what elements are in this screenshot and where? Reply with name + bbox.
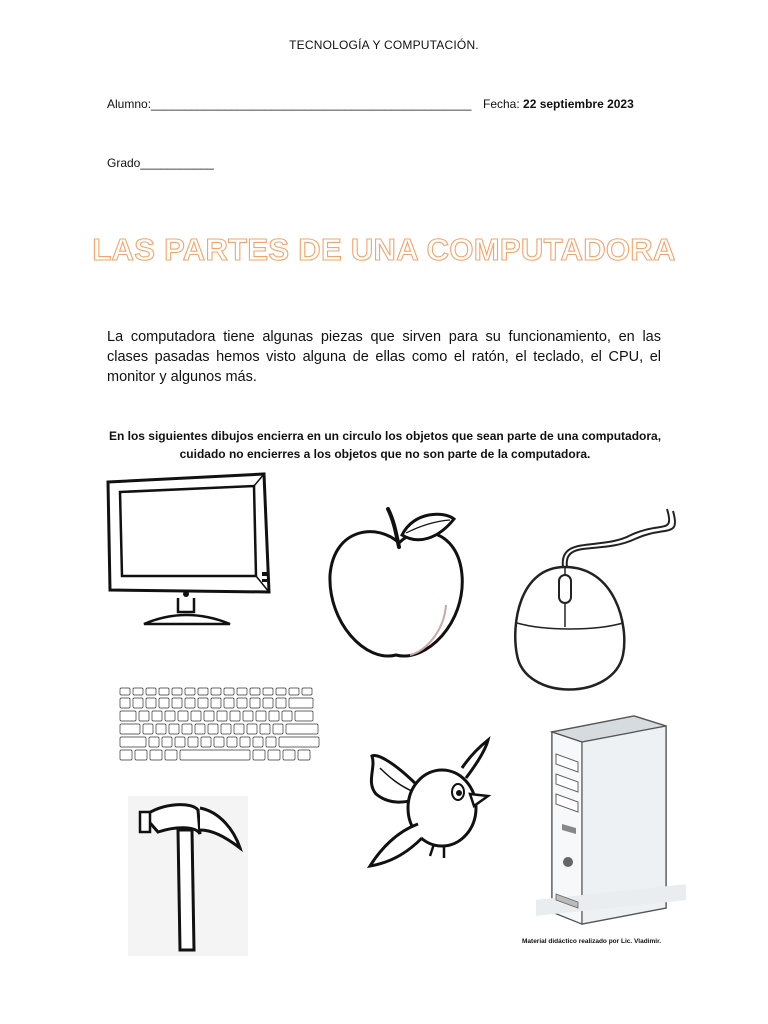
keyboard-key [185, 698, 195, 708]
keyboard-key [279, 737, 319, 747]
keyboard-key [188, 737, 198, 747]
keyboard-icon[interactable] [116, 686, 336, 776]
keyboard-key [201, 737, 211, 747]
grade-blank[interactable]: ___________ [140, 156, 214, 170]
keyboard-key [289, 698, 313, 708]
monitor-icon[interactable] [104, 472, 274, 632]
keyboard-key [120, 724, 140, 734]
keyboard-key [162, 737, 172, 747]
keyboard-key [250, 698, 260, 708]
keyboard-key [227, 737, 237, 747]
date-value: 22 septiembre 2023 [523, 97, 634, 111]
keyboard-key [286, 724, 318, 734]
keyboard-key [224, 698, 234, 708]
keyboard-key [208, 724, 218, 734]
keyboard-key [237, 688, 247, 695]
keyboard-key [221, 724, 231, 734]
keyboard-key [268, 750, 280, 760]
keyboard-key [198, 688, 208, 695]
keyboard-key [133, 698, 143, 708]
student-field [107, 97, 471, 111]
keyboard-key [120, 737, 146, 747]
student-label: Alumno: [107, 97, 152, 111]
intro-paragraph: La computadora tiene algunas piezas que sirven para su funcionamiento, en las clases pasadas hemos visto alguna de ellas como el ratón, el teclado, el CPU, el monitor y algunos más. [107, 329, 661, 385]
keyboard-key [150, 750, 162, 760]
keyboard-key [198, 698, 208, 708]
keyboard-key [135, 750, 147, 760]
keyboard-key [146, 688, 156, 695]
keyboard-key [217, 711, 227, 721]
keyboard-key [165, 750, 177, 760]
keyboard-key [180, 750, 250, 760]
keyboard-key [240, 737, 250, 747]
keyboard-key [260, 724, 270, 734]
grade-field [107, 156, 214, 170]
keyboard-key [276, 688, 286, 695]
keyboard-key [175, 737, 185, 747]
keyboard-key [302, 688, 312, 695]
keyboard-key [295, 711, 313, 721]
keyboard-key [256, 711, 266, 721]
instructions-line-1: En los siguientes dibujos encierra en un circulo los objetos que sean parte de una computadora, [108, 429, 662, 443]
keyboard-key [211, 698, 221, 708]
keyboard-key [243, 711, 253, 721]
apple-icon[interactable] [326, 505, 471, 665]
keyboard-key [120, 750, 132, 760]
keyboard-key [298, 750, 310, 760]
keyboard-key [224, 688, 234, 695]
keyboard-key [143, 724, 153, 734]
keyboard-key [263, 698, 273, 708]
keyboard-key [165, 711, 175, 721]
keyboard-key [253, 750, 265, 760]
keyboard-key [266, 737, 276, 747]
keyboard-key [204, 711, 214, 721]
keyboard-key [172, 698, 182, 708]
keyboard-key [156, 724, 166, 734]
keyboard-key [234, 724, 244, 734]
hammer-icon[interactable] [128, 796, 248, 956]
instructions [90, 427, 680, 463]
keyboard-key [247, 724, 257, 734]
keyboard-key [263, 688, 273, 695]
keyboard-key [169, 724, 179, 734]
keyboard-key [273, 724, 283, 734]
keyboard-key [230, 711, 240, 721]
keyboard-key [133, 688, 143, 695]
keyboard-key [237, 698, 247, 708]
keyboard-key [149, 737, 159, 747]
page-header: TECNOLOGÍA Y COMPUTACIÓN. [289, 38, 479, 52]
keyboard-key [120, 698, 130, 708]
keyboard-key [152, 711, 162, 721]
bird-icon[interactable] [360, 738, 500, 878]
grade-label: Grado [107, 156, 141, 170]
keyboard-key [276, 698, 286, 708]
mouse-icon[interactable] [505, 505, 685, 705]
keyboard-key [269, 711, 279, 721]
keyboard-key [146, 698, 156, 708]
keyboard-key [282, 711, 292, 721]
student-blank[interactable]: ________________________________________________ [151, 97, 472, 111]
cpu-tower-icon[interactable] [516, 712, 696, 932]
keyboard-key [178, 711, 188, 721]
date-label: Fecha: [483, 97, 520, 111]
worksheet-title: LAS PARTES DE UNA COMPUTADORA [92, 232, 676, 267]
keyboard-key [211, 688, 221, 695]
credit-note: Material didáctico realizado por Lic. Vladimir. [522, 938, 662, 945]
keyboard-key [191, 711, 201, 721]
date-field [483, 97, 634, 111]
keyboard-key [139, 711, 149, 721]
keyboard-key [120, 688, 130, 695]
keyboard-key [253, 737, 263, 747]
keyboard-key [159, 688, 169, 695]
instructions-line-2: cuidado no encierres a los objetos que no son parte de la computadora. [179, 447, 591, 461]
keyboard-key [250, 688, 260, 695]
keyboard-key [283, 750, 295, 760]
keyboard-key [159, 698, 169, 708]
keyboard-key [120, 711, 136, 721]
keyboard-key [182, 724, 192, 734]
keyboard-key [289, 688, 299, 695]
keyboard-key [172, 688, 182, 695]
keyboard-key [214, 737, 224, 747]
keyboard-key [185, 688, 195, 695]
keyboard-key [195, 724, 205, 734]
